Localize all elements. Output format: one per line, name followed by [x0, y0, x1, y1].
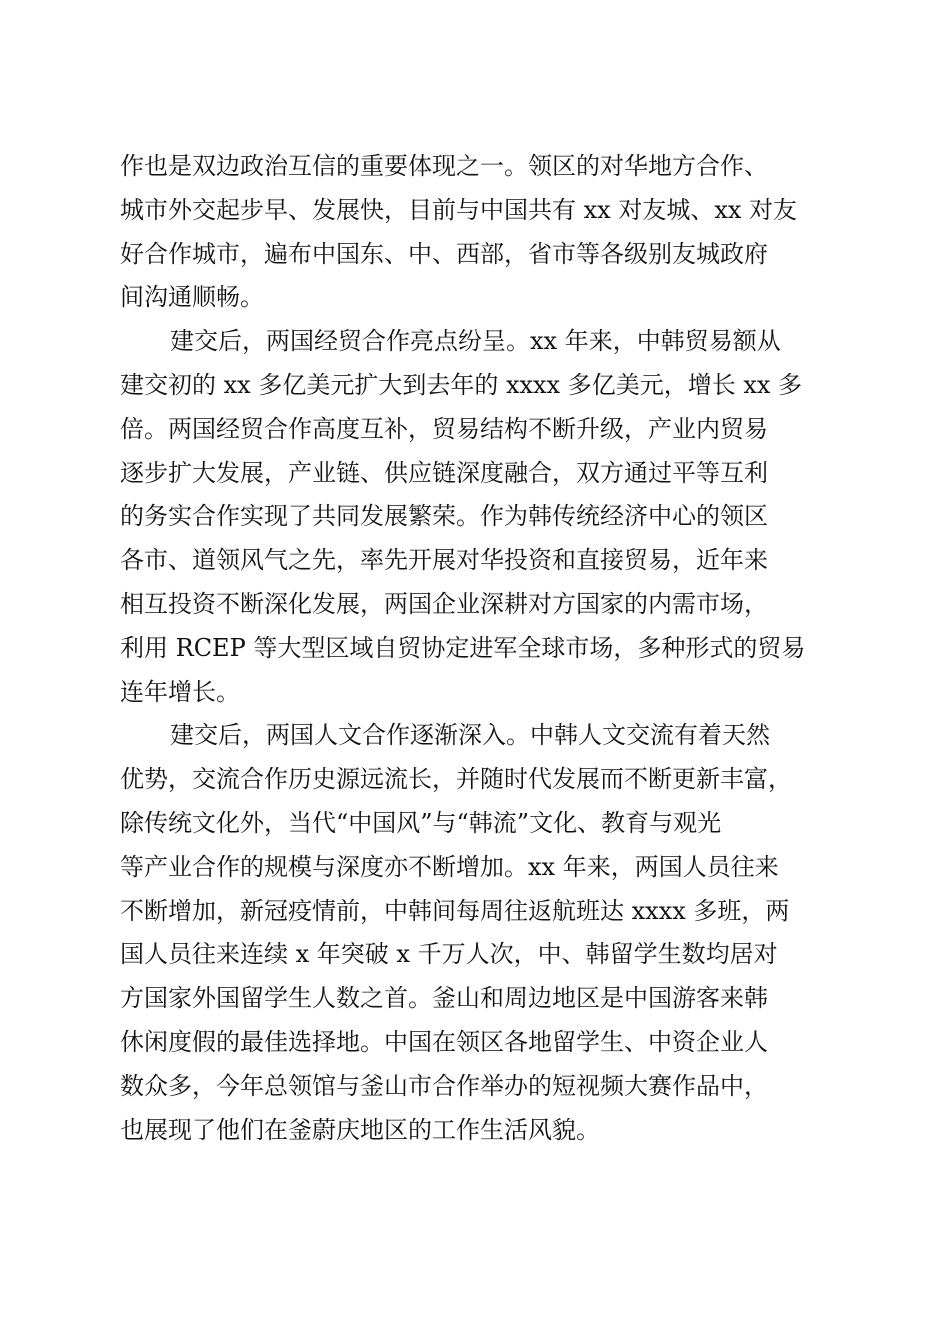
text-line: 连年增长。 — [120, 677, 240, 706]
text-line: 的务实合作实现了共同发展繁荣。作为韩传统经济中心的领区 — [120, 502, 768, 531]
text-line: 休闲度假的最佳选择地。中国在领区各地留学生、中资企业人 — [120, 1027, 768, 1056]
text-line: 优势，交流合作历史源远流长，并随时代发展而不断更新丰富， — [120, 765, 792, 794]
text-line: 好合作城市，遍布中国东、中、西部，省市等各级别友城政府 — [120, 239, 768, 268]
text-line: 间沟通顺畅。 — [120, 283, 264, 312]
paragraph-3 — [120, 714, 830, 1152]
text-line: 城市外交起步早、发展快，目前与中国共有 xx 对友城、xx 对友 — [120, 195, 798, 224]
text-line: 作也是双边政治互信的重要体现之一。领区的对华地方合作、 — [120, 152, 768, 180]
text-line: 不断增加，新冠疫情前，中韩间每周往返航班达 xxxx 多班，两 — [120, 896, 790, 925]
paragraph-1 — [120, 145, 830, 320]
text-line: 等产业合作的规模与深度亦不断增加。xx 年来，两国人员往来 — [120, 852, 779, 881]
text-line: 也展现了他们在釜蔚庆地区的工作生活风貌。 — [120, 1115, 600, 1144]
text-line: 相互投资不断深化发展，两国企业深耕对方国家的内需市场， — [120, 589, 768, 618]
text-line: 建交后，两国人文合作逐渐深入。中韩人文交流有着天然 — [170, 721, 770, 750]
body-text — [120, 145, 830, 1152]
text-line: 倍。两国经贸合作高度互补，贸易结构不断升级，产业内贸易 — [120, 414, 768, 443]
text-line: 方国家外国留学生人数之首。釜山和周边地区是中国游客来韩 — [120, 984, 768, 1013]
text-line: 建交后，两国经贸合作亮点纷呈。xx 年来，中韩贸易额从 — [170, 327, 781, 356]
text-line: 利用 RCEP 等大型区域自贸协定进军全球市场，多种形式的贸易 — [120, 633, 806, 662]
text-line: 逐步扩大发展，产业链、供应链深度融合，双方通过平等互利 — [120, 458, 768, 487]
text-line: 国人员往来连续 x 年突破 x 千万人次，中、韩留学生数均居对 — [120, 940, 778, 969]
text-line: 各市、道领风气之先，率先开展对华投资和直接贸易，近年来 — [120, 546, 768, 575]
text-line: 建交初的 xx 多亿美元扩大到去年的 xxxx 多亿美元，增长 xx 多 — [120, 370, 803, 399]
text-line: 数众多，今年总领馆与釜山市合作举办的短视频大赛作品中， — [120, 1071, 768, 1100]
paragraph-2 — [120, 320, 830, 714]
text-line: 除传统文化外，当代“中国风”与“韩流”文化、教育与观光 — [120, 808, 722, 837]
